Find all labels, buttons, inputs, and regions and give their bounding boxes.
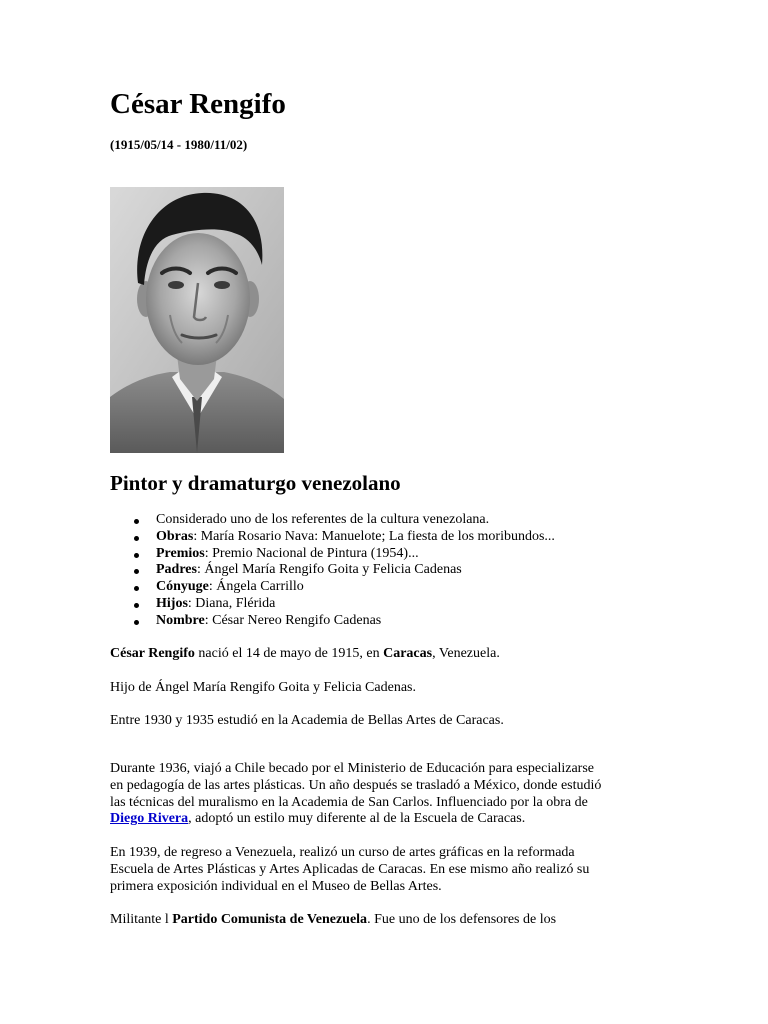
list-item: Padres: Ángel María Rengifo Goita y Felicia Cadenas [156, 562, 555, 579]
paragraph-party: Militante l Partido Comunista de Venezuela. Fue uno de los defensores de los [110, 912, 557, 927]
section-heading: Pintor y dramaturgo venezolano [110, 471, 401, 495]
paragraph-studies: Entre 1930 y 1935 estudió en la Academia de Bellas Artes de Caracas. [110, 713, 504, 728]
list-item: Premios: Premio Nacional de Pintura (1954)... [156, 546, 555, 563]
list-item: Obras: María Rosario Nava: Manuelote; La fiesta de los moribundos... [156, 528, 555, 544]
portrait-photo [110, 187, 284, 453]
paragraph-parents: Hijo de Ángel María Rengifo Goita y Felicia Cadenas. [110, 680, 416, 695]
list-item: Cónyuge: Ángela Carrillo [156, 579, 555, 596]
diego-rivera-link[interactable]: Diego Rivera [110, 811, 189, 827]
facts-list [110, 512, 555, 630]
paragraph-birth: César Rengifo nació el 14 de mayo de 1915, en Caracas, Venezuela. [110, 646, 500, 661]
list-item: Nombre: César Nereo Rengifo Cadenas [156, 613, 555, 630]
paragraph-return: En 1939, de regreso a Venezuela, realizó un curso de artes gráficas en la reformada Escuela de Artes Plásticas y Artes Aplicadas de Caracas. En ese mismo año realizó su primera exposición individual en el Museo de Bellas Artes. [110, 845, 590, 894]
page-title: César Rengifo [110, 88, 286, 120]
life-dates: (1915/05/14 - 1980/11/02) [110, 137, 248, 152]
list-item: Considerado uno de los referentes de la cultura venezolana. [156, 512, 555, 529]
paragraph-travel: Durante 1936, viajó a Chile becado por el Ministerio de Educación para especializarse en pedagogía de las artes plásticas. Un año después se trasladó a México, donde estudió las técnicas del muralismo en la Academia de San Carlos. Influenciado por la obra de Diego Rivera, adoptó un estilo muy diferente al de la Escuela de Caracas. [110, 761, 602, 827]
list-item: Hijos: Diana, Flérida [156, 596, 555, 613]
